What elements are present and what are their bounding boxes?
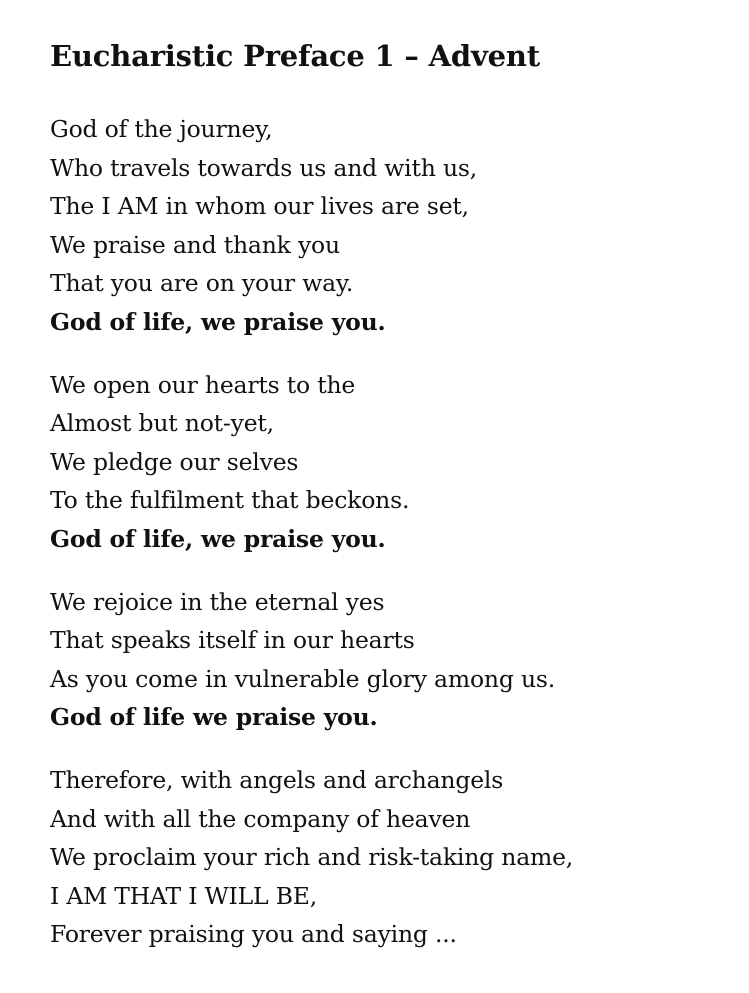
stanza-line: Therefore, with angels and archangels [50,765,504,794]
stanza-line: To the fulfilment that beckons. [50,486,410,515]
stanza-1 [50,110,730,342]
stanza-line: Almost but not-yet, [50,409,274,438]
stanza-line: God of the journey, [50,115,273,143]
page-title: Eucharistic Preface 1 – Advent [50,39,540,73]
stanza-line: That you are on your way. [50,269,354,298]
stanza-line: Who travels towards us and with us, [50,153,478,182]
stanza-line: The I AM in whom our lives are set, [50,192,469,221]
stanza-line: That speaks itself in our hearts [50,626,415,655]
stanza-line: We pledge our selves [50,447,299,476]
stanza-line: We rejoice in the eternal yes [50,587,385,616]
stanza-line: Forever praising you and saying ... [50,920,457,949]
response-line: God of life we praise you. [50,703,378,732]
stanza-line: I AM THAT I WILL BE, [50,881,318,910]
stanza-3 [50,583,730,737]
stanza-2 [50,366,730,559]
document-page [50,34,730,978]
response-line: God of life, we praise you. [50,307,386,336]
stanza-line: We open our hearts to the [50,370,356,399]
stanza-line: We proclaim your rich and risk-taking name, [50,843,574,872]
stanza-line: We praise and thank you [50,230,340,259]
stanza-4 [50,761,730,954]
response-line: God of life, we praise you. [50,524,386,553]
stanza-line: As you come in vulnerable glory among us. [50,664,556,693]
stanza-line: And with all the company of heaven [50,804,471,833]
